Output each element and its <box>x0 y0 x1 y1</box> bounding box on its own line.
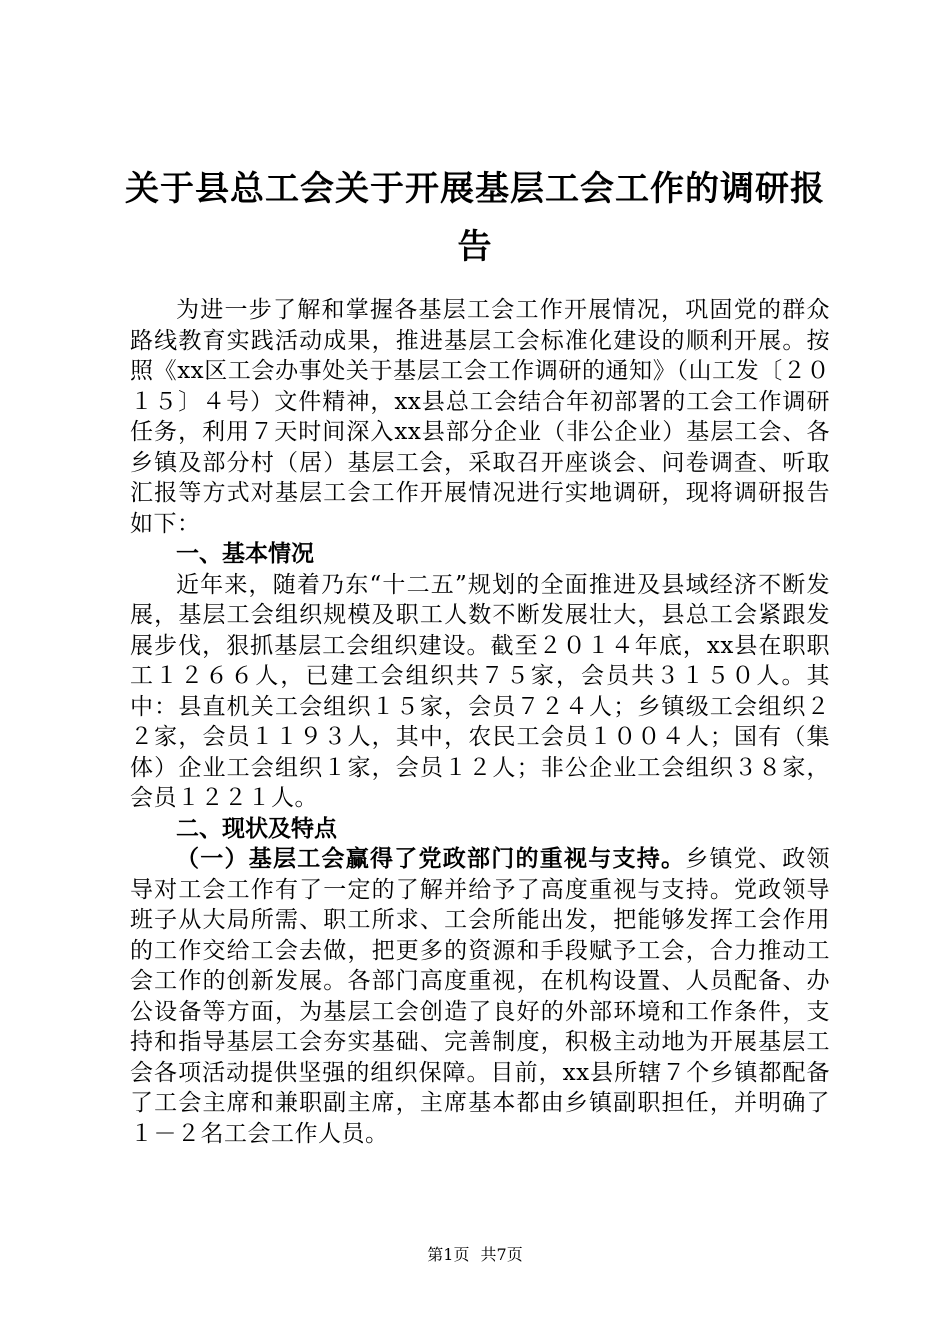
status-item-1-lead: （一）基层工会赢得了党政部门的重视与支持。 <box>176 846 686 872</box>
section-heading-status-features: 二、现状及特点 <box>176 815 337 842</box>
status-item-1-body: 乡镇党、政领导对工会工作有了一定的了解并给予了高度重视与支持。党政领导班子从大局所需、职工所求、工会所能出发，把能够发挥工会作用的工作交给工会去做，把更多的资源和手段赋予工会，合力推动工会工作的创新发展。各部门高度重视，在机构设置、人员配备、办公设备等方面，为基层工会创造了良好的外部环境和工作条件，支持和指导基层工会夯实基础、完善制度，积极主动地为开展基层工会各项活动提供坚强的组织保障。目前，xx县所辖７个乡镇都配备了工会主席和兼职副主席，主席基本都由乡镇副职担任，并明确了１－２名工会工作人员。 <box>130 846 830 1147</box>
basic-situation-paragraph: 近年来，随着乃东“十二五”规划的全面推进及县域经济不断发展，基层工会组织规模及职工人数不断发展壮大，县总工会紧跟发展步伐，狠抓基层工会组织建设。截至２０１４年底，xx县在职职工１２６６人，已建工会组织共７５家，会员共３１５０人。其中：县直机关工会组织１５家，会员７２４人；乡镇级工会组织２２家，会员１１９３人，其中，农民工会员１００４人；国有（集体）企业工会组织１家，会员１２人；非公企业工会组织３８家，会员１２２１人。 <box>130 571 830 811</box>
section-heading-basic-situation: 一、基本情况 <box>176 541 314 567</box>
intro-paragraph: 为进一步了解和掌握各基层工会工作开展情况，巩固党的群众路线教育实践活动成果，推进基层工会标准化建设的顺利开展。按照《xx区工会办事处关于基层工会工作调研的通知》（山工发〔２０１５〕４号）文件精神，xx县总工会结合年初部署的工会工作调研任务，利用７天时间深入xx县部分企业（非公企业）基层工会、各乡镇及部分村（居）基层工会，采取召开座谈会、问卷调查、听取汇报等方式对基层工会工作开展情况进行实地调研，现将调研报告如下： <box>130 297 830 537</box>
document-body <box>130 295 830 1149</box>
page-footer <box>0 1245 950 1265</box>
document-title: 关于县总工会关于开展基层工会工作的调研报告 <box>125 169 825 267</box>
page-number-total: 共7页 <box>480 1245 523 1264</box>
status-item-1-paragraph <box>130 844 830 1149</box>
page-number-current: 第1页 <box>427 1245 470 1264</box>
